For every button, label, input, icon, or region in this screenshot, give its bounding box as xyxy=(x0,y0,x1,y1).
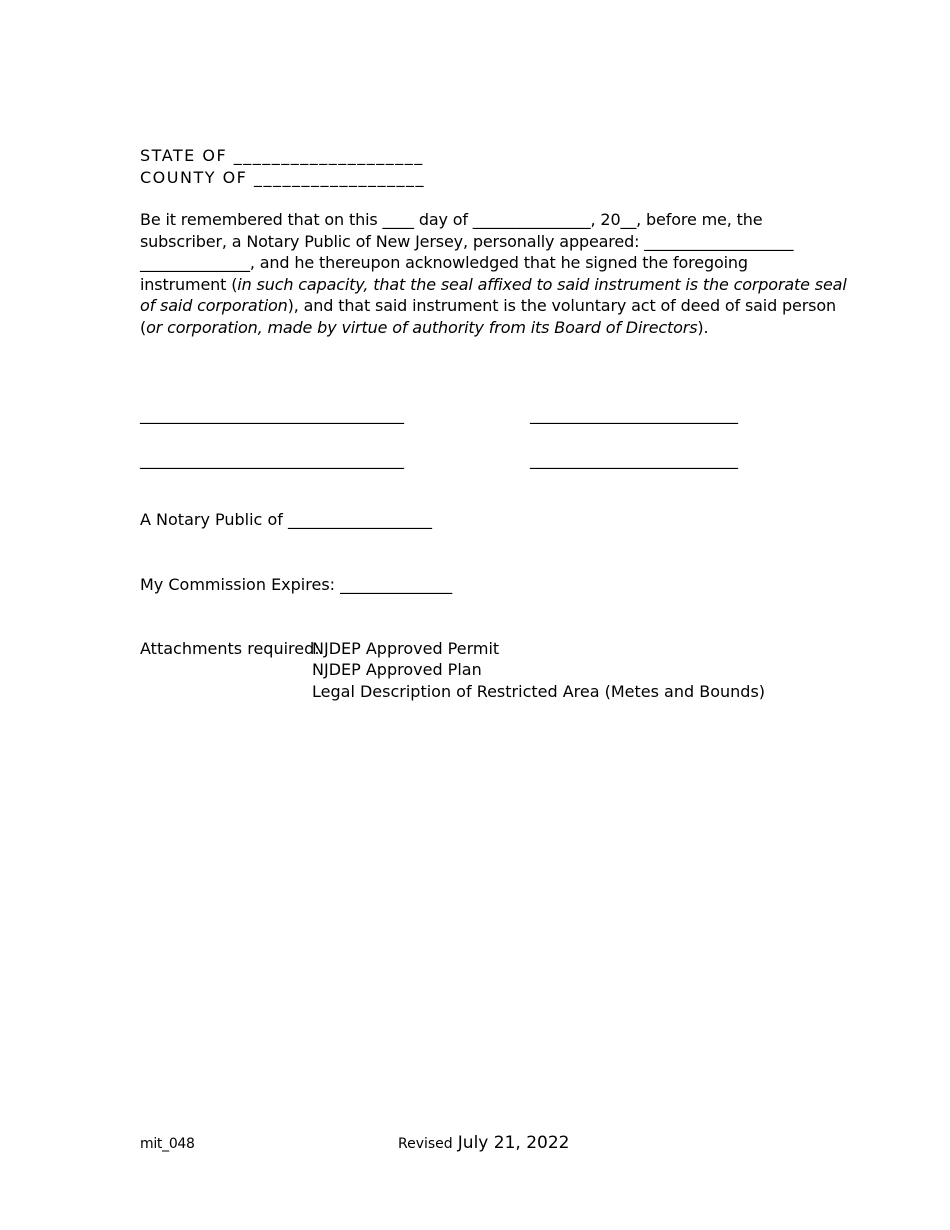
acknowledgment-line-4-text: instrument ( xyxy=(140,274,238,294)
acknowledgment-line-2: subscriber, a Notary Public of New Jersey, personally appeared: ___________________ xyxy=(140,231,794,251)
county-of-line: COUNTY OF __________________ xyxy=(140,168,425,187)
acknowledgment-line-5-italic: of said corporation xyxy=(140,296,288,315)
acknowledgment-line-6 xyxy=(140,317,812,339)
revised-date-block xyxy=(398,1133,569,1153)
attachments-label: Attachments required: xyxy=(140,639,320,658)
acknowledgment-line-6-italic: or corporation, made by virtue of authority from its Board of Directors xyxy=(146,317,698,337)
revised-label: Revised xyxy=(398,1136,453,1152)
revised-date: July 21, 2022 xyxy=(457,1133,570,1153)
form-id: mit_048 xyxy=(140,1136,195,1152)
acknowledgment-line-4-italic: in such capacity, that the seal affixed to said instrument is the corporate seal xyxy=(237,274,847,294)
attachment-item: NJDEP Approved Permit xyxy=(312,639,500,658)
signature-line-right-2: __________________________ xyxy=(530,450,738,469)
signature-line-right-1: __________________________ xyxy=(530,405,738,424)
acknowledgment-line-6-close: ). xyxy=(697,317,709,337)
state-of-line: STATE OF ____________________ xyxy=(140,146,424,165)
acknowledgment-paragraph xyxy=(140,209,847,338)
commission-expires-line: My Commission Expires: ______________ xyxy=(140,575,453,594)
acknowledgment-line-3: ______________, and he thereupon acknowledged that he signed the foregoing xyxy=(140,253,748,272)
attachment-item: NJDEP Approved Plan xyxy=(312,660,482,679)
acknowledgment-line-5-text: ), and that said instrument is the voluntary act of deed of said person xyxy=(287,296,836,315)
signature-line-left-2: _________________________________ xyxy=(140,450,404,469)
acknowledgment-line-1: Be it remembered that on this ____ day of _______________, 20__, before me, the xyxy=(140,210,763,229)
notary-public-of-line: A Notary Public of __________________ xyxy=(140,510,432,529)
acknowledgment-line-6-open: ( xyxy=(140,317,147,337)
signature-line-left-1: _________________________________ xyxy=(140,405,404,424)
acknowledgment-line-4 xyxy=(140,274,847,296)
acknowledgment-line-5 xyxy=(140,295,836,317)
attachment-item: Legal Description of Restricted Area (Metes and Bounds) xyxy=(312,682,766,701)
